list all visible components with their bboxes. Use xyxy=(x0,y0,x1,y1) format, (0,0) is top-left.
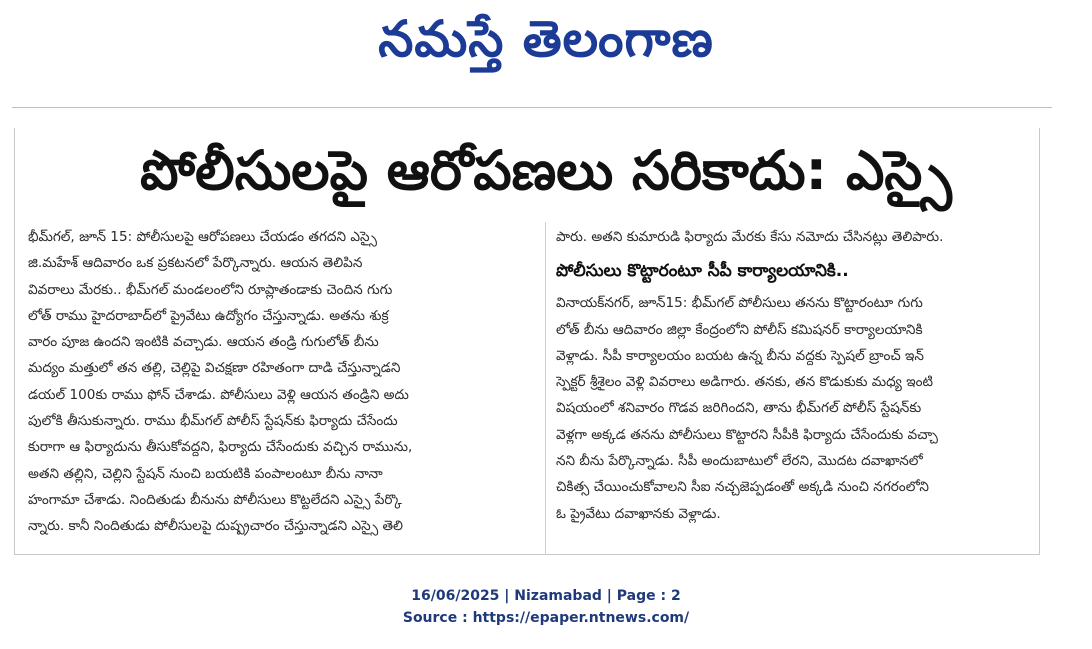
body-text-line: వారం పూజ ఉందని ఇంటికి వచ్చాడు. ఆయన తండ్రి గుగులోత్ బీను xyxy=(28,334,379,351)
masthead-divider xyxy=(12,107,1052,108)
edition-info: 16/06/2025 | Nizamabad | Page : 2 xyxy=(411,588,681,604)
body-text-line: కురాగా ఆ ఫిర్యాదును తీసుకోవద్దని, ఫిర్యాదు చేసేందుకు వచ్చిన రామును, xyxy=(28,439,413,456)
body-text-line: వెళ్లగా అక్కడ తనను పోలీసులు కొట్టారని సీపీకి ఫిర్యాదు చేసేందుకు వచ్చా xyxy=(556,426,938,443)
body-text-line: అతని తల్లిని, చెల్లిని స్టేషన్ నుంచి బయటికి పంపాలంటూ బీను నానా xyxy=(28,465,383,482)
body-text-line: వివరాలు మేరకు.. భీమ్‌గల్ మండలంలోని రూప్లాతండాకు చెందిన గుగు xyxy=(28,281,393,298)
body-text-line: మద్యం మత్తులో తన తల్లి, చెల్లిపై విచక్షణా రహితంగా దాడి చేస్తున్నాడని xyxy=(28,360,401,377)
column-divider xyxy=(545,222,546,554)
article-column-right xyxy=(556,224,1034,527)
body-text-line: స్పెక్టర్ శ్రీశైలం వెళ్లి వివరాలు అడిగారు. తనకు, తన కొడుకుకు మధ్య ఇంటి xyxy=(556,374,933,391)
body-text-line: హంగామా చేశాడు. నిందితుడు బీనును పోలీసులు కొట్టలేదని ఎస్సై పేర్కొ xyxy=(28,491,402,508)
body-text-line: విషయంలో శనివారం గొడవ జరిగిందని, తాను భీమ్‌గల్ పోలీస్ స్టేషన్‌కు xyxy=(556,400,922,417)
masthead xyxy=(0,0,1092,78)
body-text-line: జి.మహేశ్ ఆదివారం ఒక ప్రకటనలో పేర్కొన్నారు. ఆయన తెలిపిన xyxy=(28,255,363,272)
article-column-left xyxy=(28,224,534,540)
body-text-line: డయల్ 100కు రాము ఫోన్ చేశాడు. పోలీసులు వెళ్లి ఆయన తండ్రిని అదు xyxy=(28,386,409,403)
article-subheading: పోలీసులు కొట్టారంటూ సీపీ కార్యాలయానికి.. xyxy=(556,261,849,282)
body-text-line: వినాయక్‌నగర్, జూన్15: భీమ్‌గల్ పోలీసులు తనను కొట్టారంటూ గుగు xyxy=(556,295,923,312)
article-headline: పోలీసులపై ఆరోపణలు సరికాదు: ఎస్సై xyxy=(140,139,952,202)
body-text-line: లోత్ బీను ఆదివారం జిల్లా కేంద్రంలోని పోలీస్ కమిషనర్ కార్యాలయానికి xyxy=(556,321,923,338)
clipping-footer xyxy=(0,585,1092,629)
body-text-line: భీమ్‌గల్, జూన్ 15: పోలీసులపై ఆరోపణలు చేయడం తగదని ఎస్సై xyxy=(28,229,377,245)
body-text-line: నని బీను పేర్కొన్నాడు. సీపీ అందుబాటులో లేరని, మొదట దవాఖానలో xyxy=(556,453,923,470)
body-text-line: వెళ్లాడు. సీపీ కార్యాలయం బయట ఉన్న బీను వద్దకు స్పెషల్ బ్రాంచ్ ఇన్ xyxy=(556,347,924,364)
body-text-line: పులోకి తీసుకున్నారు. రాము భీమ్‌గల్ పోలీస్ స్టేషన్‌కు ఫిర్యాదు చేసేందు xyxy=(28,413,398,430)
body-text-line: పారు. అతని కుమారుడి ఫిర్యాదు మేరకు కేసు నమోదు చేసినట్లు తెలిపారు. xyxy=(556,229,944,245)
body-text-line: లోత్ రాము హైదరాబాద్‌లో ప్రైవేటు ఉద్యోగం చేస్తున్నాడు. అతను శుక్ర xyxy=(28,307,389,324)
body-text-line: ఓ ప్రైవేటు దవాఖానకు వెళ్లాడు. xyxy=(556,505,721,522)
body-text-line: చికిత్స చేయించుకోవాలని సీఐ నచ్చజెప్పడంతో అక్కడి నుంచి నగరంలోని xyxy=(556,479,929,496)
source-link[interactable]: Source : https://epaper.ntnews.com/ xyxy=(402,610,690,626)
body-text-line: న్నారు. కానీ నిందితుడు పోలీసులపై దుష్ప్రచారం చేస్తున్నాడని ఎస్సై తెలి xyxy=(28,518,404,535)
newspaper-logo: నమస్తే తెలంగాణ xyxy=(378,10,714,68)
